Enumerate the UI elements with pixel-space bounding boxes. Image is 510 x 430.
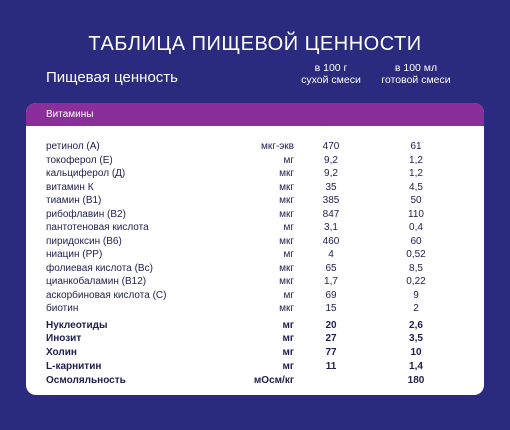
value-per-100ml: 1,2 xyxy=(409,168,423,179)
value-per-100ml: 0,22 xyxy=(406,276,426,287)
table-row xyxy=(26,181,484,195)
value-per-100ml: 2,6 xyxy=(409,319,423,331)
value-per-100ml: 1,4 xyxy=(409,360,423,372)
unit: мкг xyxy=(279,303,294,314)
nutrient-name: пиридоксин (В6) xyxy=(46,235,122,247)
value-per-100ml: 0,4 xyxy=(409,222,423,233)
nutrient-name: тиамин (В1) xyxy=(46,195,102,206)
header-label: Пищевая ценность xyxy=(46,69,178,86)
table-row xyxy=(26,194,484,208)
value-per-100g: 35 xyxy=(325,181,337,193)
value-per-100g: 470 xyxy=(322,141,340,152)
nutrition-table xyxy=(26,103,484,395)
table-row xyxy=(26,221,484,235)
table-row xyxy=(26,262,484,276)
table-row xyxy=(26,346,484,360)
table-row xyxy=(26,140,484,154)
table-row xyxy=(26,289,484,303)
value-per-100g: 9,2 xyxy=(324,154,338,166)
table-row xyxy=(26,360,484,374)
table-row xyxy=(26,208,484,222)
nutrient-name: пантотеновая кислота xyxy=(46,222,149,233)
nutrient-name: витамин К xyxy=(46,181,94,193)
unit: мкг xyxy=(279,235,294,247)
unit: мкг xyxy=(279,262,294,274)
value-per-100ml: 60 xyxy=(410,235,422,247)
value-per-100g: 15 xyxy=(325,303,337,314)
nutrient-name: ниацин (РР) xyxy=(46,249,103,260)
value-per-100ml: 61 xyxy=(410,141,422,152)
nutrient-name: рибофлавин (В2) xyxy=(46,208,126,220)
nutrient-name: Нуклеотиды xyxy=(46,319,108,331)
table-row xyxy=(26,167,484,181)
unit: мг xyxy=(282,347,294,359)
page-title: ТАБЛИЦА ПИЩЕВОЙ ЦЕННОСТИ xyxy=(88,33,422,55)
nutrient-name: Холин xyxy=(46,347,77,359)
header-col-dry-line2: сухой смеси xyxy=(301,73,361,86)
value-per-100g: 9,2 xyxy=(324,168,338,179)
table-row xyxy=(26,374,484,388)
value-per-100g: 385 xyxy=(322,195,340,206)
unit: мкг xyxy=(279,208,294,220)
value-per-100g: 20 xyxy=(325,319,337,331)
nutrient-name: биотин xyxy=(46,303,79,314)
value-per-100g: 1,7 xyxy=(324,276,338,287)
value-per-100g: 65 xyxy=(325,262,337,274)
table-row xyxy=(26,275,484,289)
nutrient-name: кальциферол (Д) xyxy=(46,168,126,179)
value-per-100ml: 50 xyxy=(410,195,422,206)
unit: мкг xyxy=(279,276,294,287)
unit: мкг xyxy=(279,168,294,179)
nutrient-name: цианкобаламин (В12) xyxy=(46,276,147,287)
nutrient-name: аскорбиновая кислота (С) xyxy=(46,289,167,301)
header-col-ready xyxy=(371,63,461,86)
nutrient-name: ретинол (А) xyxy=(46,141,100,152)
unit: мг xyxy=(282,360,294,372)
value-per-100g: 77 xyxy=(325,347,337,359)
value-per-100ml: 10 xyxy=(410,347,422,359)
unit: мОсм/кг xyxy=(253,374,294,386)
nutrient-name: L-карнитин xyxy=(46,360,102,372)
value-per-100g: 4 xyxy=(328,249,334,260)
value-per-100g: 11 xyxy=(325,360,337,372)
value-per-100ml: 0,52 xyxy=(406,249,426,260)
table-row xyxy=(26,235,484,249)
table-row xyxy=(26,319,484,333)
unit: мг xyxy=(283,249,294,260)
header-col-dry-line1: в 100 г xyxy=(314,62,348,74)
unit: мкг xyxy=(279,195,294,206)
nutrient-name: фолиевая кислота (Вс) xyxy=(46,262,153,274)
value-per-100ml: 4,5 xyxy=(409,181,423,193)
table-row xyxy=(26,302,484,316)
unit: мг xyxy=(283,154,294,166)
table-rows xyxy=(26,140,484,387)
value-per-100ml: 3,5 xyxy=(409,333,423,345)
header-col-ready-line2: готовой смеси xyxy=(381,73,451,86)
nutrient-name: Инозит xyxy=(46,333,82,345)
header-col-ready-line1: в 100 мл xyxy=(394,62,438,74)
unit: мкг-экв xyxy=(260,141,294,152)
unit: мг xyxy=(282,333,294,345)
value-per-100ml: 9 xyxy=(413,289,419,301)
unit: мкг xyxy=(279,181,294,193)
value-per-100g: 460 xyxy=(322,235,340,247)
unit: мг xyxy=(283,222,294,233)
value-per-100g: 27 xyxy=(325,333,337,345)
value-per-100ml: 1,2 xyxy=(409,154,423,166)
table-row xyxy=(26,154,484,168)
header-col-dry xyxy=(286,63,376,86)
nutrient-name: токоферол (Е) xyxy=(46,154,113,166)
value-per-100ml: 180 xyxy=(407,374,425,386)
value-per-100g: 847 xyxy=(322,208,340,220)
table-row xyxy=(26,248,484,262)
value-per-100ml: 110 xyxy=(408,208,424,220)
section-vitamins: Витамины xyxy=(26,103,484,126)
table-row xyxy=(26,332,484,346)
unit: мг xyxy=(283,289,294,301)
value-per-100ml: 2 xyxy=(413,303,419,314)
value-per-100g: 3,1 xyxy=(324,222,338,233)
value-per-100ml: 8,5 xyxy=(409,262,423,274)
nutrient-name: Осмоляльность xyxy=(46,374,126,386)
value-per-100g: 69 xyxy=(325,289,337,301)
unit: мг xyxy=(282,319,294,331)
